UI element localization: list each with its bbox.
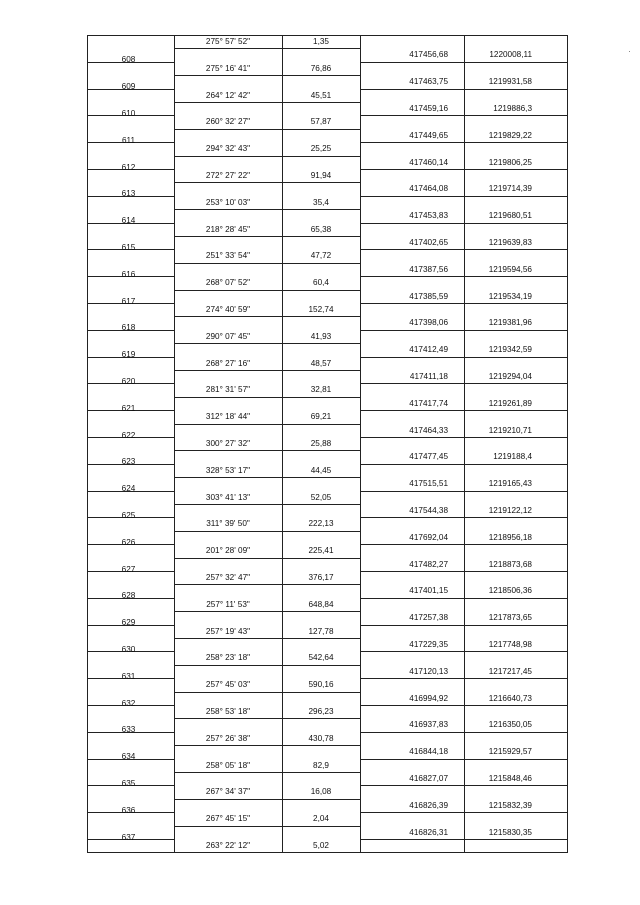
length-cell: 41,93 bbox=[310, 331, 332, 341]
x-coordinate-cell: 417464,08 bbox=[409, 184, 448, 194]
length-cell: 542,64 bbox=[308, 653, 334, 663]
row-border bbox=[174, 129, 360, 130]
y-coordinate-cell: 1219261,89 bbox=[488, 398, 532, 408]
length-cell: 65,38 bbox=[310, 224, 332, 234]
row-border bbox=[174, 102, 360, 103]
angle-cell: 311° 39' 50" bbox=[206, 519, 250, 529]
point-number-cell: 620 bbox=[121, 377, 136, 386]
y-coordinate-cell: 1220008,11 bbox=[489, 50, 532, 60]
row-border bbox=[360, 812, 568, 813]
x-coordinate-cell: 417412,49 bbox=[409, 345, 448, 355]
point-number-cell: 608 bbox=[121, 55, 136, 65]
y-coordinate-cell: 1215830,35 bbox=[488, 827, 532, 837]
point-number-cell: 610 bbox=[121, 109, 136, 118]
length-cell: 25,88 bbox=[310, 439, 332, 448]
angle-cell: 290° 07' 45" bbox=[205, 331, 251, 341]
angle-cell: 257° 45' 03" bbox=[205, 680, 251, 690]
x-coordinate-cell: 416826,31 bbox=[409, 827, 448, 837]
y-coordinate-cell: 1219534,19 bbox=[488, 291, 532, 301]
x-coordinate-cell: 416994,92 bbox=[409, 693, 448, 703]
angle-cell: 281° 31' 57" bbox=[205, 385, 251, 395]
row-border bbox=[174, 826, 360, 827]
length-cell: 91,94 bbox=[310, 171, 332, 180]
row-border bbox=[174, 799, 360, 800]
y-coordinate-cell: 1218506,36 bbox=[488, 586, 532, 596]
row-border bbox=[360, 223, 568, 224]
row-border bbox=[174, 343, 360, 344]
y-coordinate-cell: 1218956,18 bbox=[488, 532, 532, 542]
length-cell: 296,23 bbox=[308, 707, 334, 716]
y-coordinate-cell: 1219886,3 bbox=[493, 104, 532, 113]
angle-cell: 274° 40' 59" bbox=[205, 305, 251, 314]
angle-cell: 300° 27' 32" bbox=[205, 439, 251, 448]
y-coordinate-cell: 1219594,56 bbox=[488, 264, 532, 274]
x-coordinate-cell: 417477,45 bbox=[409, 452, 448, 462]
x-coordinate-cell: 417544,38 bbox=[409, 506, 448, 515]
row-border bbox=[360, 303, 568, 304]
length-cell: 222,13 bbox=[308, 519, 334, 529]
length-cell: 430,78 bbox=[308, 733, 334, 743]
row-border bbox=[360, 705, 568, 706]
row-border bbox=[174, 424, 360, 425]
x-coordinate-cell: 417229,35 bbox=[409, 640, 448, 649]
row-border bbox=[360, 625, 568, 626]
angle-cell: 258° 05' 18" bbox=[205, 760, 251, 770]
length-cell: 376,17 bbox=[308, 573, 334, 582]
point-number-cell: 618 bbox=[121, 323, 136, 333]
point-number-cell: 625 bbox=[121, 511, 136, 520]
row-border bbox=[174, 638, 360, 639]
row-border bbox=[174, 236, 360, 237]
row-border bbox=[174, 692, 360, 693]
row-border bbox=[174, 477, 360, 478]
row-border bbox=[360, 437, 568, 438]
length-cell: 82,9 bbox=[313, 760, 329, 770]
x-coordinate-cell: 417401,15 bbox=[409, 586, 448, 596]
length-cell: 152,74 bbox=[308, 305, 334, 314]
point-number-cell: 613 bbox=[121, 189, 136, 199]
row-border bbox=[360, 142, 568, 143]
angle-cell: 268° 27' 16" bbox=[205, 358, 251, 368]
x-coordinate-cell: 417464,33 bbox=[409, 425, 448, 435]
x-coordinate-cell: 417459,16 bbox=[409, 104, 448, 113]
angle-cell: 263° 22' 12" bbox=[205, 841, 251, 850]
row-border bbox=[174, 558, 360, 559]
row-border bbox=[360, 357, 568, 358]
row-border bbox=[174, 370, 360, 371]
first-length-cell: 1,35 bbox=[313, 37, 329, 46]
point-number-cell: 628 bbox=[121, 591, 136, 601]
angle-cell: 294° 32' 43" bbox=[205, 144, 251, 154]
row-border bbox=[174, 718, 360, 719]
point-number-cell: 612 bbox=[121, 162, 136, 172]
row-border bbox=[174, 772, 360, 773]
angle-cell: 275° 16' 41" bbox=[205, 63, 251, 73]
length-cell: 225,41 bbox=[308, 546, 334, 556]
row-border bbox=[360, 62, 568, 63]
length-cell: 127,78 bbox=[308, 626, 334, 636]
y-coordinate-cell: 1219680,51 bbox=[488, 211, 532, 221]
y-coordinate-cell: 1217217,45 bbox=[488, 666, 532, 676]
y-coordinate-cell: 1218873,68 bbox=[488, 559, 532, 569]
x-coordinate-cell: 416844,18 bbox=[409, 747, 448, 757]
row-border bbox=[87, 35, 568, 36]
y-coordinate-cell: 1215832,39 bbox=[488, 800, 532, 810]
coordinates-table bbox=[87, 35, 568, 853]
row-border bbox=[360, 249, 568, 250]
y-coordinate-cell: 1217748,98 bbox=[488, 640, 532, 649]
angle-cell: 258° 23' 18" bbox=[205, 653, 251, 663]
row-border bbox=[360, 276, 568, 277]
angle-cell: 268° 07' 52" bbox=[205, 278, 251, 288]
angle-cell: 257° 19' 43" bbox=[205, 626, 251, 636]
x-coordinate-cell: 417692,04 bbox=[409, 532, 448, 542]
angle-cell: 251° 33' 54" bbox=[205, 251, 251, 261]
x-coordinate-cell: 417449,65 bbox=[409, 130, 448, 140]
point-number-cell: 631 bbox=[121, 671, 136, 681]
row-border bbox=[174, 209, 360, 210]
x-coordinate-cell: 417411,18 bbox=[409, 372, 448, 381]
row-border bbox=[174, 504, 360, 505]
row-border bbox=[360, 491, 568, 492]
column-border bbox=[567, 35, 568, 853]
x-coordinate-cell: 417515,51 bbox=[409, 479, 448, 489]
row-border bbox=[174, 263, 360, 264]
x-coordinate-cell: 417463,75 bbox=[409, 77, 448, 87]
scan-mark: · bbox=[628, 46, 631, 56]
row-border bbox=[174, 290, 360, 291]
row-border bbox=[360, 383, 568, 384]
y-coordinate-cell: 1219188,4 bbox=[493, 452, 532, 462]
angle-cell: 303° 41' 13" bbox=[205, 492, 251, 502]
row-border bbox=[360, 464, 568, 465]
row-border bbox=[174, 531, 360, 532]
x-coordinate-cell: 417387,56 bbox=[409, 264, 448, 274]
point-number-cell: 636 bbox=[121, 805, 136, 815]
length-cell: 648,84 bbox=[308, 599, 334, 609]
point-number-cell: 614 bbox=[121, 216, 136, 226]
y-coordinate-cell: 1219931,58 bbox=[488, 77, 532, 87]
y-coordinate-cell: 1219122,12 bbox=[488, 506, 532, 515]
row-border bbox=[174, 48, 360, 49]
x-coordinate-cell: 416826,39 bbox=[409, 800, 448, 810]
x-coordinate-cell: 417460,14 bbox=[409, 157, 448, 167]
length-cell: 590,16 bbox=[308, 680, 334, 690]
length-cell: 52,05 bbox=[310, 492, 332, 502]
y-coordinate-cell: 1216350,05 bbox=[488, 720, 532, 730]
point-number-cell: 637 bbox=[121, 832, 136, 842]
x-coordinate-cell: 417398,06 bbox=[409, 318, 448, 328]
row-border bbox=[174, 665, 360, 666]
y-coordinate-cell: 1219210,71 bbox=[488, 425, 532, 435]
angle-cell: 264° 12' 42" bbox=[205, 90, 251, 100]
point-number-cell: 630 bbox=[121, 645, 136, 654]
point-number-cell: 635 bbox=[121, 779, 136, 788]
point-number-cell: 611 bbox=[121, 135, 136, 145]
angle-cell: 272° 27' 22" bbox=[205, 171, 251, 180]
row-border bbox=[360, 410, 568, 411]
x-coordinate-cell: 416827,07 bbox=[409, 774, 448, 783]
y-coordinate-cell: 1219639,83 bbox=[488, 238, 532, 247]
angle-cell: 267° 45' 15" bbox=[205, 814, 251, 824]
x-coordinate-cell: 417257,38 bbox=[409, 613, 448, 623]
x-coordinate-cell: 417417,74 bbox=[409, 398, 448, 408]
row-border bbox=[360, 732, 568, 733]
y-coordinate-cell: 1219294,04 bbox=[488, 372, 532, 381]
length-cell: 45,51 bbox=[310, 90, 332, 100]
angle-cell: 257° 32' 47" bbox=[205, 573, 251, 582]
x-coordinate-cell: 417385,59 bbox=[409, 291, 448, 301]
point-number-cell: 626 bbox=[121, 537, 136, 547]
length-cell: 48,57 bbox=[310, 358, 332, 368]
row-border bbox=[360, 517, 568, 518]
x-coordinate-cell: 416937,83 bbox=[409, 720, 448, 730]
x-coordinate-cell: 417453,83 bbox=[409, 211, 448, 221]
y-coordinate-cell: 1219714,39 bbox=[488, 184, 532, 194]
first-angle-cell: 275° 57' 52" bbox=[205, 37, 251, 46]
row-border bbox=[360, 839, 568, 840]
row-border bbox=[360, 678, 568, 679]
angle-cell: 218° 28' 45" bbox=[205, 224, 251, 234]
length-cell: 57,87 bbox=[310, 117, 332, 127]
y-coordinate-cell: 1219806,25 bbox=[488, 157, 532, 167]
point-number-cell: 623 bbox=[121, 457, 136, 467]
length-cell: 76,86 bbox=[310, 63, 332, 73]
length-cell: 69,21 bbox=[310, 412, 332, 422]
angle-cell: 328° 53' 17" bbox=[205, 465, 251, 475]
row-border bbox=[360, 651, 568, 652]
point-number-cell: 632 bbox=[121, 698, 136, 708]
row-border bbox=[360, 785, 568, 786]
y-coordinate-cell: 1219165,43 bbox=[488, 479, 532, 489]
point-number-cell: 634 bbox=[121, 752, 136, 762]
point-number-cell: 629 bbox=[121, 618, 136, 628]
point-number-cell: 622 bbox=[121, 430, 136, 440]
angle-cell: 267° 34' 37" bbox=[205, 787, 251, 797]
y-coordinate-cell: 1219342,59 bbox=[488, 345, 532, 355]
row-border bbox=[174, 450, 360, 451]
length-cell: 32,81 bbox=[310, 385, 332, 395]
row-border bbox=[360, 169, 568, 170]
row-border bbox=[174, 156, 360, 157]
row-border bbox=[360, 598, 568, 599]
point-number-cell: 633 bbox=[121, 725, 136, 735]
x-coordinate-cell: 417120,13 bbox=[409, 666, 448, 676]
point-number-cell: 619 bbox=[121, 350, 136, 360]
row-border bbox=[174, 611, 360, 612]
angle-cell: 258° 53' 18" bbox=[205, 707, 251, 716]
row-border bbox=[360, 115, 568, 116]
length-cell: 44,45 bbox=[310, 465, 332, 475]
y-coordinate-cell: 1219829,22 bbox=[488, 130, 532, 140]
angle-cell: 260° 32' 27" bbox=[205, 117, 251, 127]
y-coordinate-cell: 1215848,46 bbox=[488, 774, 532, 783]
point-number-cell: 616 bbox=[121, 269, 136, 279]
row-border bbox=[360, 196, 568, 197]
length-cell: 16,08 bbox=[310, 787, 332, 797]
length-cell: 60,4 bbox=[313, 278, 329, 288]
x-coordinate-cell: 417402,65 bbox=[409, 238, 448, 247]
point-number-cell: 621 bbox=[121, 403, 136, 413]
x-coordinate-cell: 417456,68 bbox=[409, 50, 448, 60]
point-number-cell: 609 bbox=[121, 82, 136, 92]
row-border bbox=[174, 182, 360, 183]
point-number-cell: 617 bbox=[121, 296, 136, 306]
angle-cell: 312° 18' 44" bbox=[205, 412, 251, 422]
point-number-cell: 627 bbox=[121, 564, 136, 574]
angle-cell: 257° 26' 38" bbox=[205, 733, 251, 743]
row-border bbox=[87, 852, 568, 853]
point-number-cell: 624 bbox=[121, 484, 136, 494]
row-border bbox=[174, 745, 360, 746]
point-number-cell: 615 bbox=[121, 243, 136, 252]
length-cell: 47,72 bbox=[310, 251, 332, 261]
length-cell: 35,4 bbox=[313, 197, 329, 207]
x-coordinate-cell: 417482,27 bbox=[409, 559, 448, 569]
row-border bbox=[360, 571, 568, 572]
length-cell: 5,02 bbox=[313, 841, 329, 850]
y-coordinate-cell: 1219381,96 bbox=[488, 318, 532, 328]
angle-cell: 253° 10' 03" bbox=[205, 197, 251, 207]
row-border bbox=[174, 584, 360, 585]
row-border bbox=[360, 89, 568, 90]
y-coordinate-cell: 1216640,73 bbox=[488, 693, 532, 703]
y-coordinate-cell: 1215929,57 bbox=[488, 747, 532, 757]
row-border bbox=[174, 397, 360, 398]
y-coordinate-cell: 1217873,65 bbox=[488, 613, 532, 623]
row-border bbox=[360, 759, 568, 760]
row-border bbox=[360, 544, 568, 545]
angle-cell: 201° 28' 09" bbox=[205, 546, 251, 556]
angle-cell: 257° 11' 53" bbox=[206, 599, 250, 609]
row-border bbox=[174, 316, 360, 317]
row-border bbox=[360, 330, 568, 331]
length-cell: 25,25 bbox=[310, 144, 332, 154]
length-cell: 2,04 bbox=[313, 814, 329, 824]
row-border bbox=[174, 75, 360, 76]
